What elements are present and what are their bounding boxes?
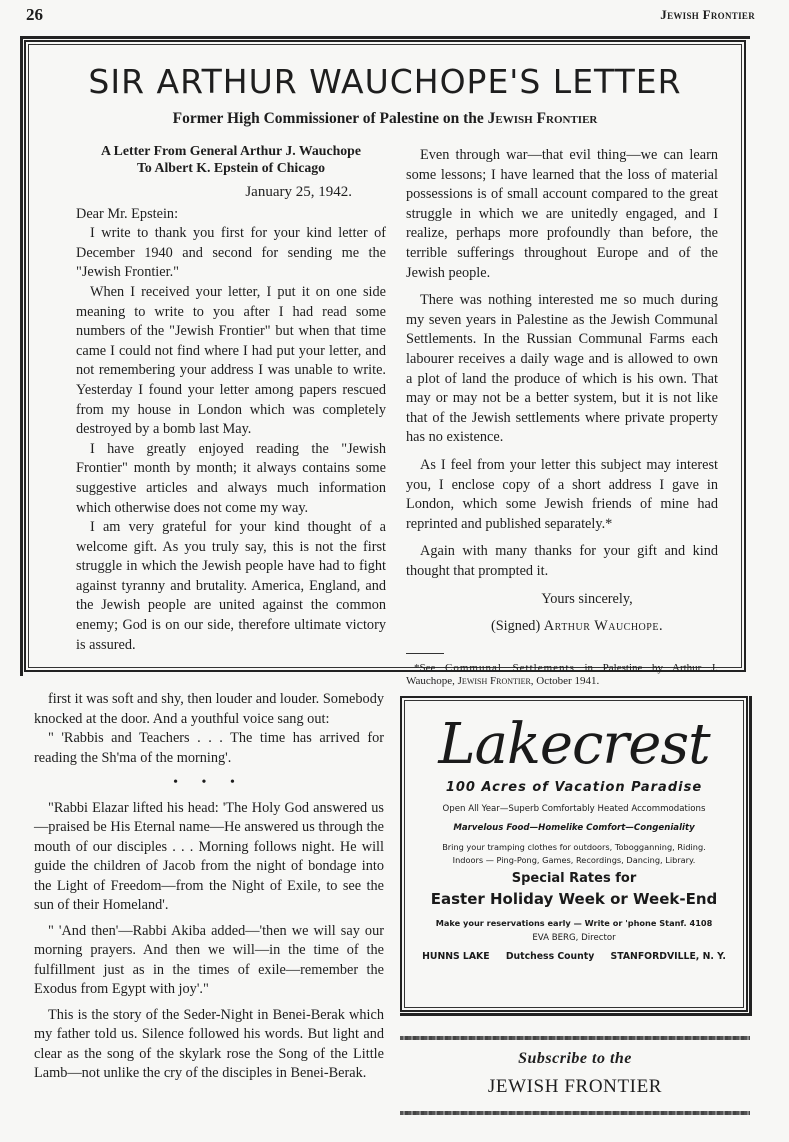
letter-paragraph: Even through war—that evil thing—we can learn some lessons; I have learned that the loss of material possessions is of small account compared to the great struggle in which we are unitedly engaged, and I realize, perhaps more profoundly than before, the terrible sufferings throughout Europe and of the Jewish people.	[406, 147, 718, 281]
letter-date: January 25, 1942.	[245, 184, 352, 200]
letter-subtitle-publication: Jewish Frontier	[487, 110, 598, 127]
letter-heading	[76, 142, 386, 176]
letter-right-column	[406, 146, 718, 688]
footnote-publication: Jewish Frontier,	[457, 674, 534, 687]
article-paragraph: " 'Rabbis and Teachers . . . The time has arrived for reading the Sh'ma of the morning'.	[34, 730, 384, 766]
article-continuation	[34, 690, 384, 1084]
ad-logo: Lakecrest	[438, 712, 710, 777]
letter-paragraph: When I received your letter, I put it on one side meaning to write to you after I had read some numbers of the "Jewish Frontier" but when that time came I could not find where I had put your letter, and not remembering your address I was unable to write. Yesterday I found your letter among papers rescued from my house in London which was completely destroyed by a bomb last May.	[76, 283, 386, 438]
footnote-date: October 1941.	[536, 674, 600, 687]
letter-paragraph: Again with many thanks for your gift and kind thought that prompted it.	[406, 543, 718, 579]
ad-activities-line: Indoors — Ping-Pong, Games, Recordings, Dancing, Library.	[452, 855, 696, 865]
ad-tagline: 100 Acres of Vacation Paradise	[445, 780, 703, 795]
section-separator: • • •	[173, 775, 245, 790]
ad-activities-line: Bring your tramping clothes for outdoors, Tobogganning, Riding.	[442, 842, 706, 852]
article-paragraph: " 'And then'—Rabbi Akiba added—'then we will say our morning prayers. And then we will—in the time of the fulfillment just as in the times of exile—remember the Exodus from Egypt with joy'."	[34, 922, 384, 997]
letter-salutation: Dear Mr. Epstein:	[76, 205, 179, 222]
ad-address-part: HUNNS LAKE	[422, 951, 490, 962]
ad-rates-offer: Easter Holiday Week or Week-End	[430, 890, 718, 908]
letter-frame	[24, 40, 746, 687]
subscribe-bottom-rule	[400, 1111, 750, 1115]
signer-name: Arthur Wauchope.	[543, 618, 664, 635]
ad-line: Open All Year—Superb Comfortably Heated Accommodations	[442, 804, 706, 814]
letter-left-column	[76, 142, 386, 655]
subscribe-top-rule	[400, 1036, 750, 1040]
letter-subtitle-text: Former High Commissioner of Palestine on the	[172, 110, 484, 127]
letter-paragraph: As I feel from your letter this subject may interest you, I enclose copy of a short address I gave in London, which some Jewish friends of mine had reprinted and published separately.*	[406, 456, 718, 532]
letter-closing: Yours sincerely,	[541, 591, 633, 608]
letter-paragraph: I write to thank you first for your kind letter of December 1940 and second for sending me the "Jewish Frontier."	[76, 225, 386, 281]
ad-address-part: Dutchess County	[505, 951, 595, 962]
letter-title: SIR ARTHUR WAUCHOPE'S LETTER	[88, 62, 682, 101]
ad-director: EVA BERG, Director	[532, 933, 616, 943]
article-paragraph: "Rabbi Elazar lifted his head: 'The Holy God answered us—praised be His Eternal name—He answered us through the mouth of our disciples . . . Morning follows night. He will guide the children of Jacob from the night of bondage into the Light of Freedom—from the Night of Exile, to see the sun of their Homeland'.	[34, 799, 384, 913]
footnote-marker: *See	[414, 661, 436, 674]
footnote	[406, 662, 718, 688]
subscribe-line: Subscribe to the	[518, 1050, 632, 1067]
signed-label: (Signed)	[490, 618, 541, 635]
letter-paragraph: I have greatly enjoyed reading the "Jewish Frontier" month by month; it always contains some suggestive articles and always much information which otherwise does not come my way.	[76, 440, 386, 516]
ad-activities	[402, 841, 746, 867]
ad-line: Marvelous Food—Homelike Comfort—Congeniality	[453, 823, 695, 833]
ad-address-part: STANFORDVILLE, N. Y.	[610, 951, 726, 962]
footnote-text: in Palestine by Arthur J. Wauchope,	[406, 661, 718, 687]
letter-heading-line: A Letter From General Arthur J. Wauchope	[101, 143, 361, 158]
letter-signature	[406, 617, 718, 637]
page-number: 26	[26, 5, 43, 24]
letter-paragraph: There was nothing interested me so much during my seven years in Palestine as the Jewish Communal Settlements. In the Russian Communal Farms each labourer receives a daily wage and is allowed to own a plot of land the produce of which is his own. That may or may not be a better system, but it is not like that of the Jewish settlements where private property has no existence.	[406, 292, 718, 446]
article-paragraph: This is the story of the Seder-Night in Benei-Berak which my father told us. Silence followed his words. But light and clear as the song of the skylark rose the Song of the Little Lamb—not unlike the cry of the disciples in Benei-Berak.	[34, 1006, 384, 1081]
ad-reservations: Make your reservations early — Write or 'phone Stanf. 4108	[435, 918, 713, 928]
article-paragraph: first it was soft and shy, then louder and louder. Somebody knocked at the door. And a youthful voice sang out:	[34, 691, 384, 727]
running-head: Jewish Frontier	[660, 7, 755, 22]
letter-subtitle	[26, 110, 744, 128]
letter-heading-line: To Albert K. Epstein of Chicago	[136, 160, 326, 175]
footnote-rule	[406, 653, 444, 654]
ad-address	[402, 951, 746, 962]
letter-paragraph: I am very grateful for your kind thought of a welcome gift. As you truly say, this is not the first struggle in which the Jewish people have had to fight against tyranny and brutality. America, England, and the Jewish people are united against the common enemy; God is on our side, therefore ultimate victory is assured.	[76, 519, 386, 653]
footnote-title: Communal Settlements	[445, 661, 575, 674]
subscribe-publication: JEWISH FRONTIER	[487, 1076, 663, 1097]
ad-rates-heading: Special Rates for	[511, 871, 637, 886]
lakecrest-advertisement	[400, 696, 748, 1012]
